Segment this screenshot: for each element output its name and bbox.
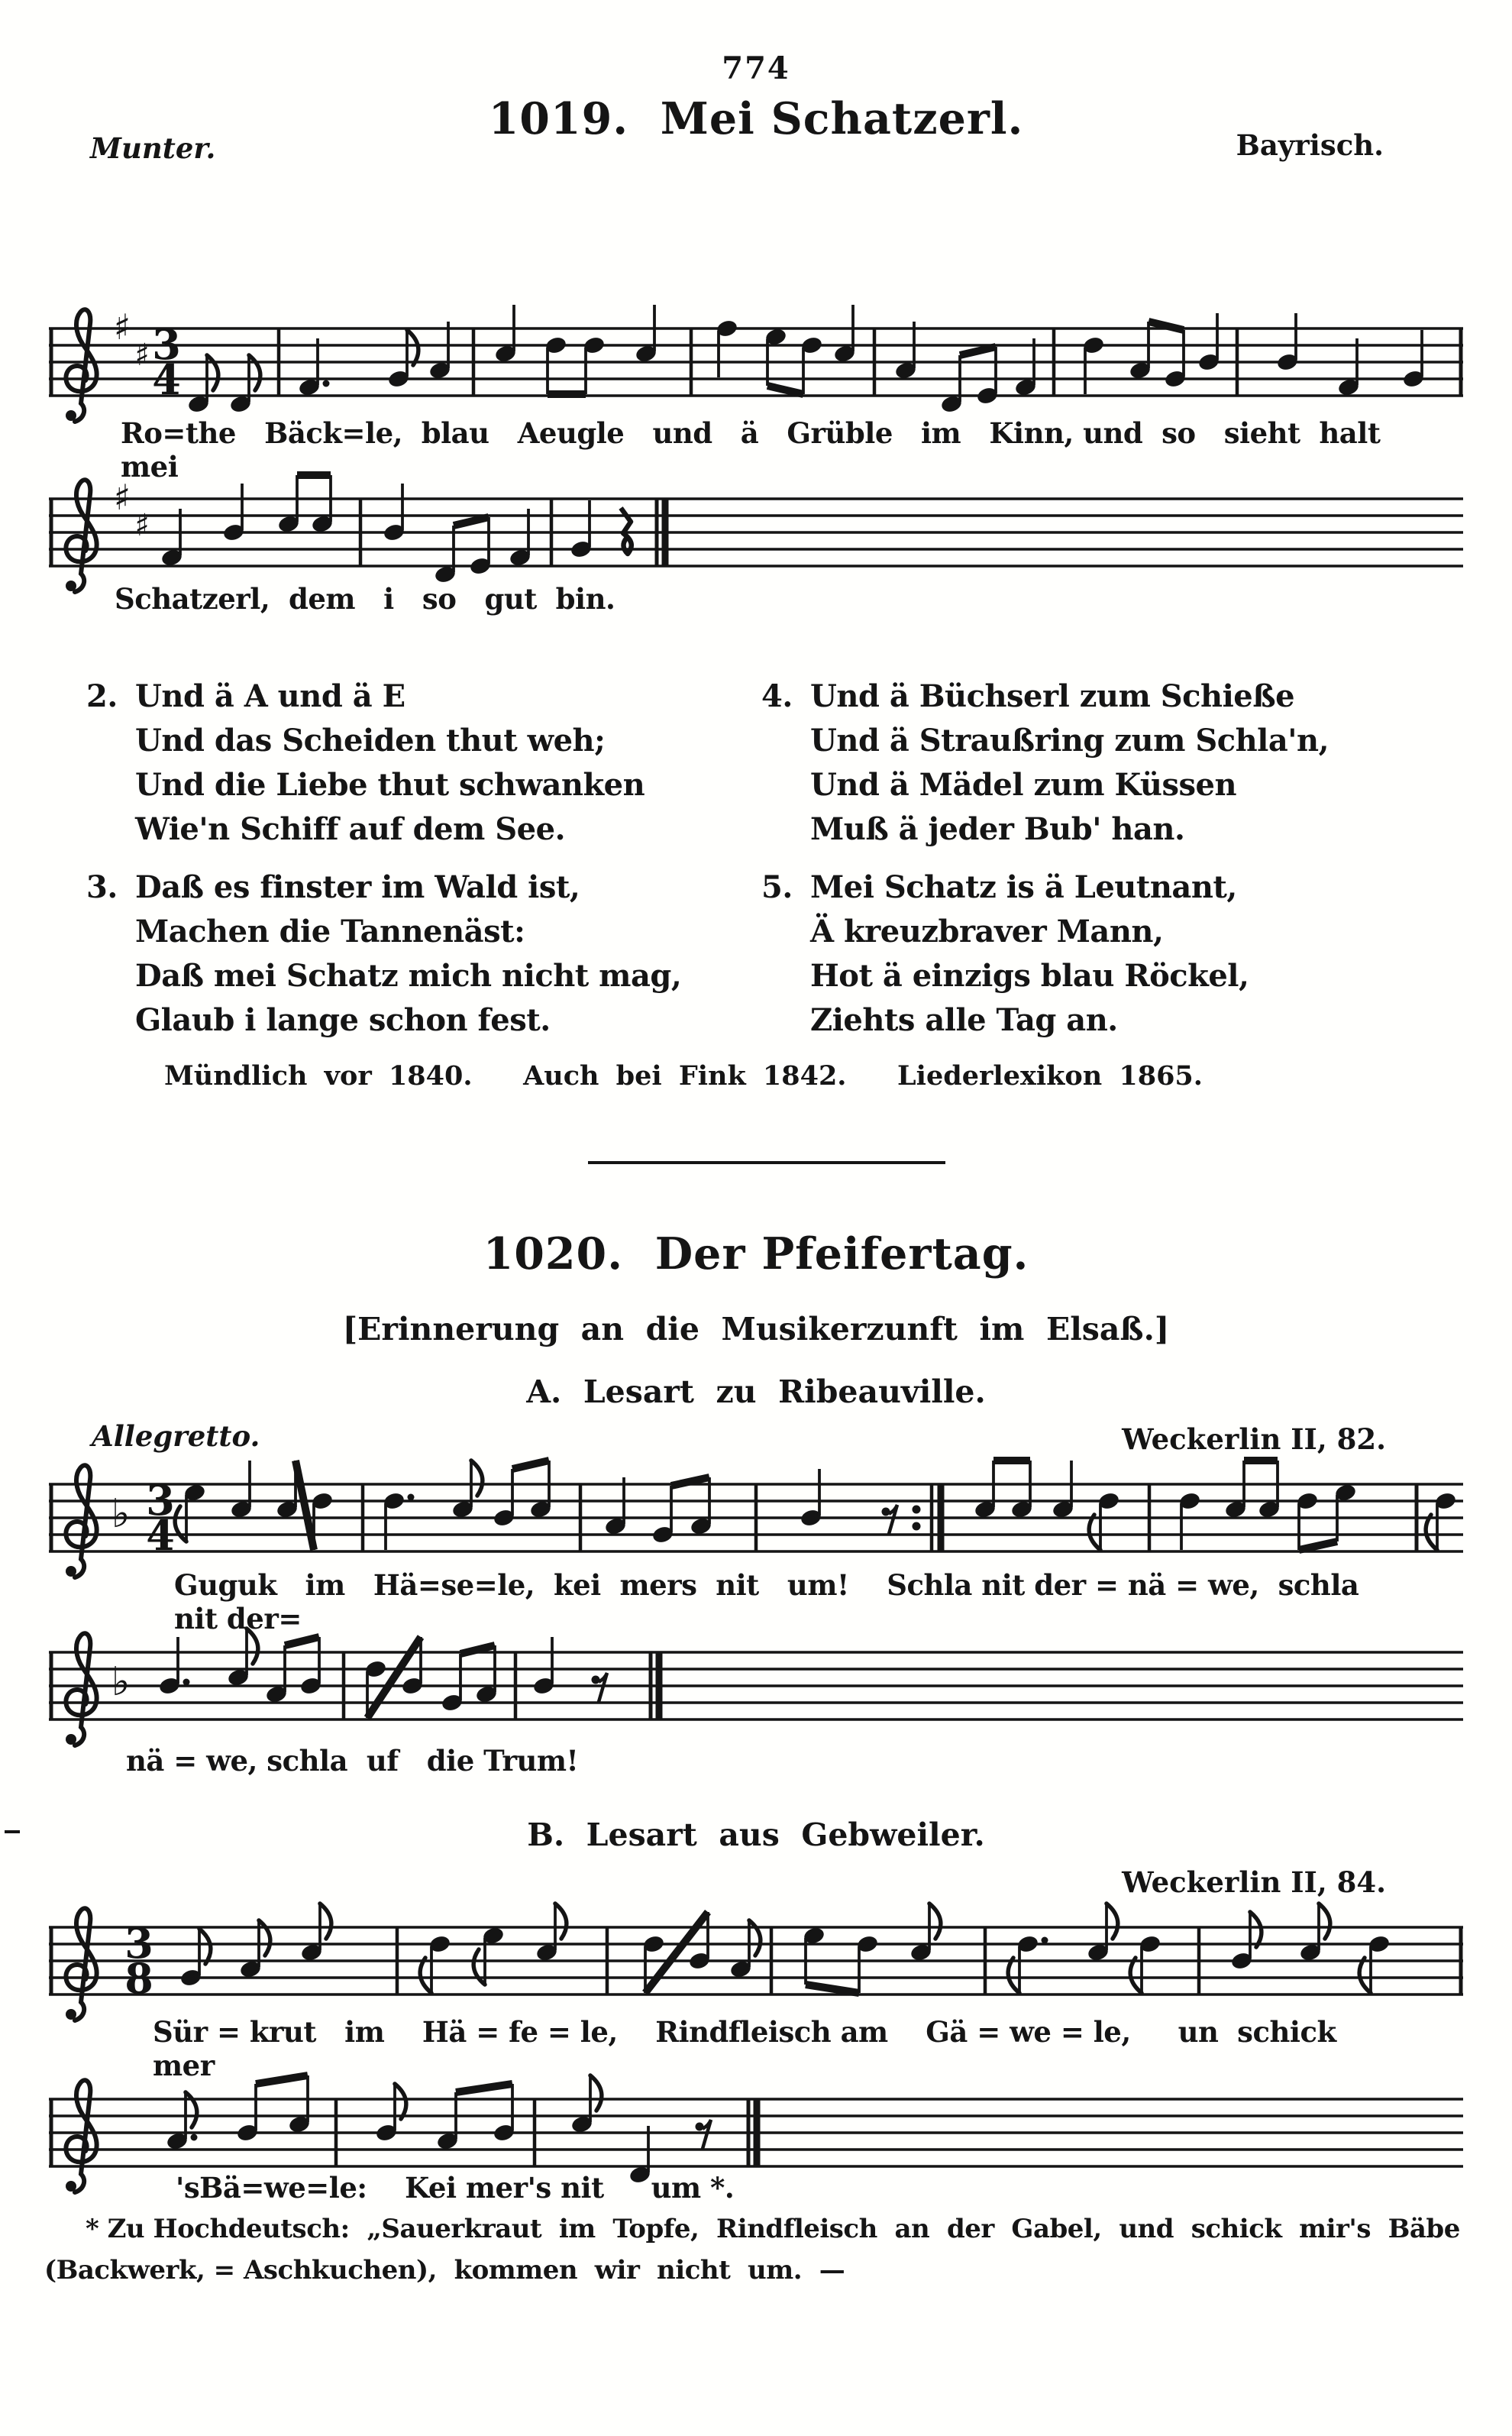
section-divider [588, 1161, 945, 1164]
lyrics-1020b-line2: 'sBä=we=le: Kei mer's nit um *. [176, 2171, 735, 2205]
margin-mark [5, 1830, 20, 1833]
verse-line: Und ä A und ä E [135, 678, 405, 714]
verse-line: Und ä Straußring zum Schla'n, [810, 723, 1329, 759]
verse-line: Machen die Tannenäst: [135, 914, 525, 949]
footnote-line2: (Backwerk, = Aschkuchen), kommen wir nicht um. — [44, 2255, 845, 2286]
svg-text:4: 4 [146, 1511, 175, 1560]
svg-text:3: 3 [146, 1476, 175, 1525]
song-1019-title: 1019. Mei Schatzerl. [488, 93, 1024, 144]
song-1020-subtitle: [Erinnerung an die Musikerzunft im Elsaß.] [342, 1311, 1170, 1347]
footnote-line1: * Zu Hochdeutsch: „Sauerkraut im Topfe, Rindfleisch an der Gabel, und schick mir's Bäbe [86, 2214, 1460, 2244]
verse-line: Und die Liebe thut schwanken [135, 767, 645, 803]
verse-line: Muß ä jeder Bub' han. [810, 811, 1185, 847]
lyrics-1019-line1: Ro=the Bäck=le, blau Aeugle und ä Grüble im Kinn, und so sieht halt mei [121, 416, 1400, 484]
verse-number: 4. [761, 678, 793, 714]
svg-text:3: 3 [124, 1919, 153, 1968]
verse-number: 5. [761, 869, 793, 905]
verse-line: Daß es finster im Wald ist, [135, 869, 580, 905]
verse-3 [86, 865, 758, 1043]
verse-column-left [86, 675, 758, 1056]
song-1019-region: Bayrisch. [1236, 128, 1384, 162]
verse-line: Hot ä einzigs blau Röckel, [810, 958, 1249, 994]
song-1019-source: Mündlich vor 1840. Auch bei Fink 1842. Liederlexikon 1865. [164, 1060, 1203, 1092]
song-1020-part-b-ref: Weckerlin II, 84. [1122, 1865, 1386, 1899]
verse-column-right [761, 675, 1449, 1056]
svg-text:♯: ♯ [134, 338, 150, 373]
verse-line: Wie'n Schiff auf dem See. [135, 811, 565, 847]
song-1020-part-a-ref: Weckerlin II, 82. [1122, 1422, 1386, 1456]
song-1020-part-a-tempo: Allegretto. [92, 1419, 260, 1453]
svg-text:♭: ♭ [111, 1491, 131, 1537]
verse-number: 3. [86, 869, 118, 905]
lyrics-1020b-line1: Sür = krut im Hä = fe = le, Rindfleisch am Gä = we = le, un schick mer [153, 2015, 1346, 2082]
song-1019-tempo: Munter. [90, 131, 216, 165]
svg-text:♯: ♯ [134, 508, 150, 543]
verse-2 [86, 675, 758, 852]
svg-text:♭: ♭ [111, 1659, 131, 1705]
lyrics-1020a-line2: nä = we, schla uf die Trum! [126, 1744, 579, 1778]
lyrics-1019-line2: Schatzerl, dem i so gut bin. [115, 582, 615, 616]
verse-line: Ziehts alle Tag an. [810, 1002, 1118, 1038]
verse-line: Und ä Büchserl zum Schieße [810, 678, 1295, 714]
svg-text:8: 8 [124, 1954, 153, 2003]
verse-4 [761, 675, 1449, 852]
lyrics-1020a-line1: Guguk im Hä=se=le, kei mers nit um! Schla nit der = nä = we, schla nit der= [174, 1568, 1368, 1635]
verse-number: 2. [86, 678, 118, 714]
verse-line: Glaub i lange schon fest. [135, 1002, 551, 1038]
svg-text:♯: ♯ [113, 477, 131, 518]
verse-line: Mei Schatz is ä Leutnant, [810, 869, 1237, 905]
verse-line: Ä kreuzbraver Mann, [810, 914, 1164, 949]
verse-line: Daß mei Schatz mich nicht mag, [135, 958, 682, 994]
song-1020-part-b-heading: B. Lesart aus Gebweiler. [527, 1816, 985, 1853]
page-number: 774 [722, 50, 790, 86]
song-1020-title: 1020. Der Pfeifertag. [483, 1228, 1029, 1279]
svg-text:4: 4 [152, 355, 181, 404]
verse-line: Und das Scheiden thut weh; [135, 723, 606, 759]
svg-text:3: 3 [152, 320, 181, 369]
svg-text:♯: ♯ [113, 306, 131, 348]
verse-line: Und ä Mädel zum Küssen [810, 767, 1237, 803]
song-1020-part-a-heading: A. Lesart zu Ribeauville. [526, 1373, 986, 1410]
verse-5 [761, 865, 1449, 1043]
